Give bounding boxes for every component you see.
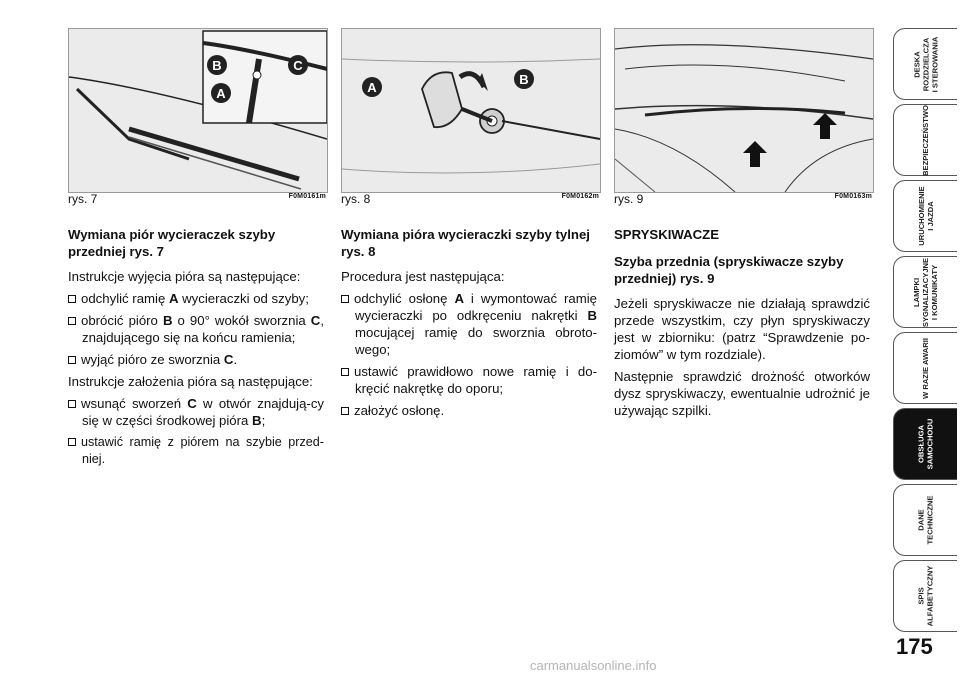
figure-code: F0M0162m [561, 193, 599, 200]
watermark: carmanualsonline.info [530, 658, 657, 673]
tab-dane-techniczne[interactable]: DANE TECHNICZNE [893, 484, 957, 556]
figure-7-caption [68, 192, 326, 208]
item-text: obrócić pióro [81, 313, 163, 328]
item-text: ; [261, 413, 266, 428]
wiper-blade-illustration [69, 29, 327, 192]
item-text: o 90° wokół sworznia [172, 313, 311, 328]
list-item [341, 363, 597, 397]
figure-8 [341, 28, 601, 193]
callout-a [362, 77, 382, 97]
item-text: założyć osłonę. [354, 403, 445, 418]
tab-deska-rozdzielcza[interactable]: DESKA ROZDZIELCZA I STEROWANIA [893, 28, 957, 100]
column-washers [614, 226, 870, 424]
svg-text:A: A [367, 80, 377, 95]
list-item [341, 402, 597, 419]
svg-text:A: A [216, 86, 226, 101]
callout-b [514, 69, 534, 89]
part-letter: C [187, 396, 197, 411]
section-heading: Wymiana pióra wycieraczki szyby tylnej rys. 8 [341, 227, 590, 259]
item-text: i wymontować ramię wycieraczki po odkręceniu nakrętki [355, 291, 597, 323]
svg-text:C: C [293, 58, 303, 73]
intro-text: Instrukcje wyjęcia pióra są następujące: [68, 269, 301, 284]
figure-code: F0M0161m [288, 193, 326, 200]
section-heading: Wymiana piór wycieraczek szyby przedniej rys. 7 [68, 227, 276, 259]
tab-bezpieczenstwo[interactable]: BEZPIECZEŃSTWO [893, 104, 957, 176]
item-text: . [233, 352, 238, 367]
part-letter: B [252, 413, 262, 428]
figure-8-caption [341, 192, 599, 208]
paragraph: Następnie sprawdzić drożność otworków dysz spryskiwaczy, ewentualnie udrożnić je używając szpilki. [614, 369, 870, 418]
checkbox-bullet-icon [68, 438, 76, 446]
intro-text-2: Instrukcje założenia pióra są następujące: [68, 374, 313, 389]
part-letter: B [587, 308, 597, 323]
item-text: wsunąć sworzeń [81, 396, 188, 411]
checkbox-bullet-icon [341, 295, 349, 303]
list-item [68, 434, 324, 468]
item-text: ustawić prawidłowo nowe ramię i do-kręcić nakrętkę do oporu; [354, 364, 597, 396]
item-text: wyjąć pióro ze sworznia [81, 352, 224, 367]
tab-obsluga-samochodu[interactable]: OBSŁUGA SAMOCHODU [893, 408, 957, 480]
figure-code: F0M0163m [834, 193, 872, 200]
paragraph: Jeżeli spryskiwacze nie działają sprawdzić przede wszystkim, czy płyn spryskiwaczy jest w zbiorniku: (patrz “Sprawdzenie po-ziomów” w tym rozdziale). [614, 296, 870, 362]
page-number: 175 [896, 634, 933, 659]
checkbox-bullet-icon [68, 356, 76, 364]
item-text: ustawić ramię z piórem na szybie przed-niej. [81, 435, 324, 466]
part-letter: C [223, 352, 234, 367]
figure-label: rys. 8 [341, 192, 371, 206]
part-letter: C [310, 313, 321, 328]
column-rear-wiper [341, 226, 597, 424]
figure-7 [68, 28, 328, 193]
column-front-wiper [68, 226, 324, 473]
list-item [68, 290, 324, 307]
item-text: odchylić ramię [81, 291, 169, 306]
checkbox-bullet-icon [341, 407, 349, 415]
list-item [341, 290, 597, 358]
callout-b [207, 55, 227, 75]
checkbox-bullet-icon [68, 317, 76, 325]
item-text: , znajdującego się na końcu ramienia; [82, 313, 324, 345]
section-heading: Szyba przednia (spryskiwacze szyby przedniej) rys. 9 [614, 254, 844, 286]
part-letter: A [454, 291, 464, 306]
part-letter: B [162, 313, 173, 328]
rear-wiper-illustration [342, 29, 600, 192]
list-item [68, 312, 324, 346]
tab-lampki[interactable]: LAMPKI SYGNALIZACYJNE I KOMUNIKATY [893, 256, 957, 328]
callout-c [288, 55, 308, 75]
svg-text:B: B [519, 72, 529, 87]
item-text: wycieraczki od szyby; [178, 291, 309, 306]
tab-w-razie-awarii[interactable]: W RAZIE AWARII [893, 332, 957, 404]
section-title: SPRYSKIWACZE [614, 227, 720, 242]
figure-label: rys. 7 [68, 192, 98, 206]
intro-text: Procedura jest następująca: [341, 269, 505, 284]
part-letter: A [168, 291, 179, 306]
checkbox-bullet-icon [68, 400, 76, 408]
checkbox-bullet-icon [68, 295, 76, 303]
figure-9 [614, 28, 874, 193]
svg-text:B: B [212, 58, 222, 73]
tab-spis-alfabetyczny[interactable]: SPIS ALFABETYCZNY [893, 560, 957, 632]
item-text: mocującej ramię do sworznia obroto-wego; [355, 325, 597, 357]
list-item [68, 395, 324, 429]
tab-uruchomienie[interactable]: URUCHOMIENIE I JAZDA [893, 180, 957, 252]
car-front-illustration [615, 29, 873, 192]
item-text: odchylić osłonę [354, 291, 455, 306]
callout-a [211, 83, 231, 103]
item-text: w otwór znajdują-cy się w części środkowej pióra [82, 396, 325, 428]
figure-9-caption [614, 192, 872, 208]
list-item [68, 351, 324, 368]
figure-label: rys. 9 [614, 192, 644, 206]
checkbox-bullet-icon [341, 368, 349, 376]
